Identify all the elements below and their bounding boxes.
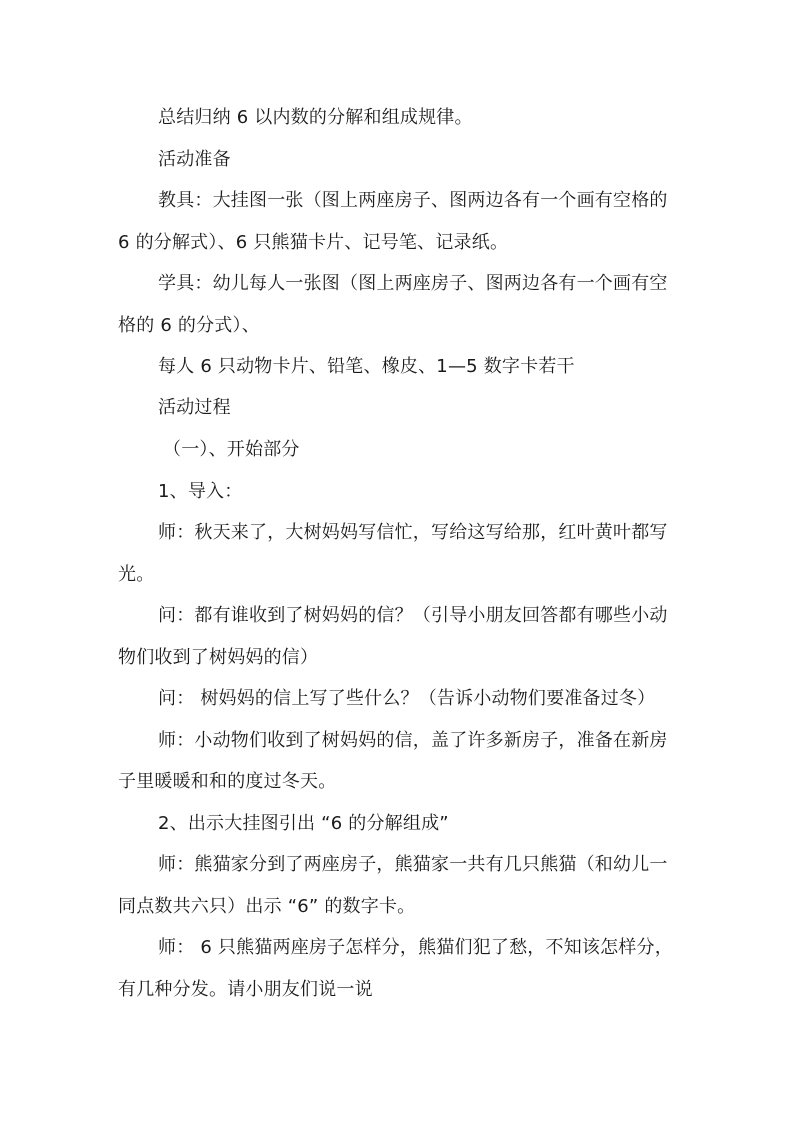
text-line-introduction: 1、导入：: [158, 481, 243, 502]
text-line-teacher-1: 师：秋天来了，大树妈妈写信忙，写给这写给那，红叶黄叶都写: [158, 522, 668, 543]
text-line-teacher-4: 师： 6 只熊猫两座房子怎样分，熊猫们犯了愁，不知该怎样分，: [158, 937, 673, 958]
text-line-teacher-2-cont: 子里暖暖和和的度过冬天。: [118, 771, 337, 792]
text-line-question-2: 问： 树妈妈的信上写了些什么？（告诉小动物们要准备过冬）: [158, 688, 656, 709]
text-line-teacher-2: 师：小动物们收到了树妈妈的信，盖了许多新房子，准备在新房: [158, 730, 668, 751]
text-line-teaching-aids: 教具：大挂图一张（图上两座房子、图两边各有一个画有空格的: [158, 190, 668, 211]
text-line-question-1: 问：都有谁收到了树妈妈的信？（引导小朋友回答都有哪些小动: [158, 605, 668, 626]
text-line-materials: 每人 6 只动物卡片、铅笔、橡皮、1—5 数字卡若干: [158, 356, 575, 377]
text-line-teacher-3-cont: 同点数共六只）出示 “6” 的数字卡。: [118, 896, 416, 917]
heading-activity-preparation: 活动准备: [158, 149, 231, 170]
heading-opening-section: （一）、开始部分: [163, 439, 300, 460]
text-line-teacher-4-cont: 有几种分发。请小朋友们说一说: [118, 979, 373, 1000]
text-line-teaching-aids-cont: 6 的分解式）、6 只熊猫卡片、记号笔、记录纸。: [118, 232, 509, 253]
text-line-learning-aids: 学具：幼儿每人一张图（图上两座房子、图两边各有一个画有空: [158, 273, 668, 294]
text-line-question-1-cont: 物们收到了树妈妈的信）: [118, 647, 319, 668]
text-line-teacher-3: 师：熊猫家分到了两座房子，熊猫家一共有几只熊猫（和幼儿一: [158, 854, 668, 875]
text-line-learning-aids-cont: 格的 6 的分式）、: [118, 315, 260, 336]
text-line-summary: 总结归纳 6 以内数的分解和组成规律。: [158, 107, 473, 128]
text-line-teacher-1-cont: 光。: [118, 564, 155, 585]
text-line-step-2: 2、出示大挂图引出 “6 的分解组成”: [158, 813, 449, 834]
heading-activity-process: 活动过程: [158, 397, 231, 418]
